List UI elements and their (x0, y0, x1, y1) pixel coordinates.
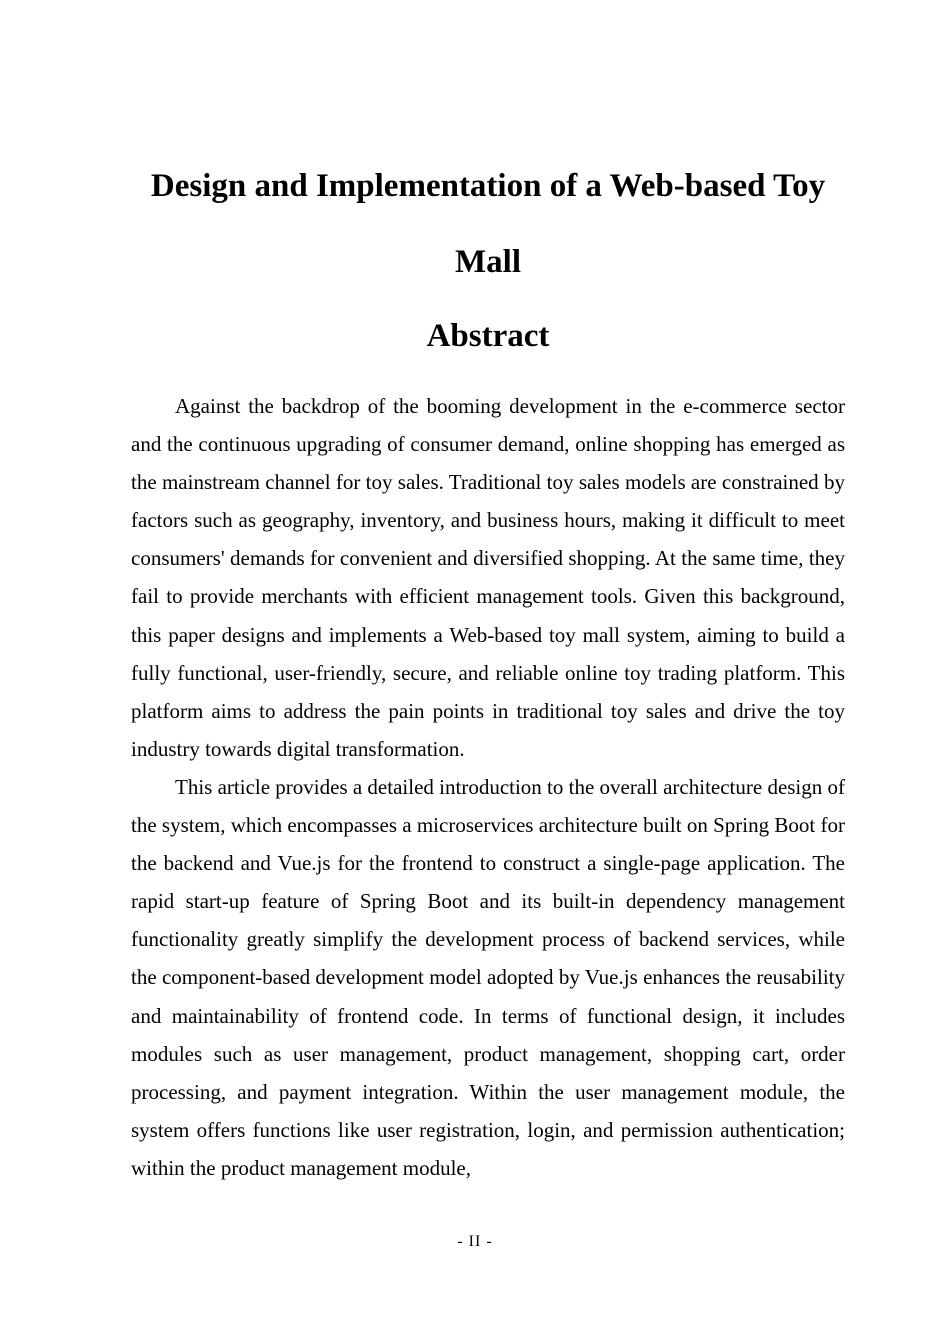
document-title: Design and Implementation of a Web-based Toy Mall (150, 168, 826, 280)
abstract-paragraph-2: This article provides a detailed introduction to the overall architecture design of the system, which encompasses a microservices architecture built on Spring Boot for the backend and Vue.js for the frontend to construct a single-page application. The rapid start-up feature of Spring Boot and its built-in dependency management functionality greatly simplify the development process of backend services, while the component-based development model adopted by Vue.js enhances the reusability and maintainability of frontend code. In terms of functional design, it includes modules such as user management, product management, shopping cart, order processing, and payment integration. Within the user management module, the system offers functions like user registration, login, and permission authentication; within the product management module, (131, 774, 846, 1180)
abstract-paragraph-1: Against the backdrop of the booming development in the e-commerce sector and the continuous upgrading of consumer demand, online shopping has emerged as the mainstream channel for toy sales. Traditional toy sales models are constrained by factors such as geography, inventory, and business hours, making it difficult to meet consumers' demands for convenient and diversified shopping. At the same time, they fail to provide merchants with efficient management tools. Given this background, this paper designs and implements a Web-based toy mall system, aiming to build a fully functional, user-friendly, secure, and reliable online toy trading platform. This platform aims to address the pain points in traditional toy sales and drive the toy industry towards digital transformation. (131, 394, 845, 761)
abstract-body (131, 387, 845, 1187)
page-number: - II - (457, 1233, 493, 1250)
abstract-heading: Abstract (426, 318, 550, 354)
